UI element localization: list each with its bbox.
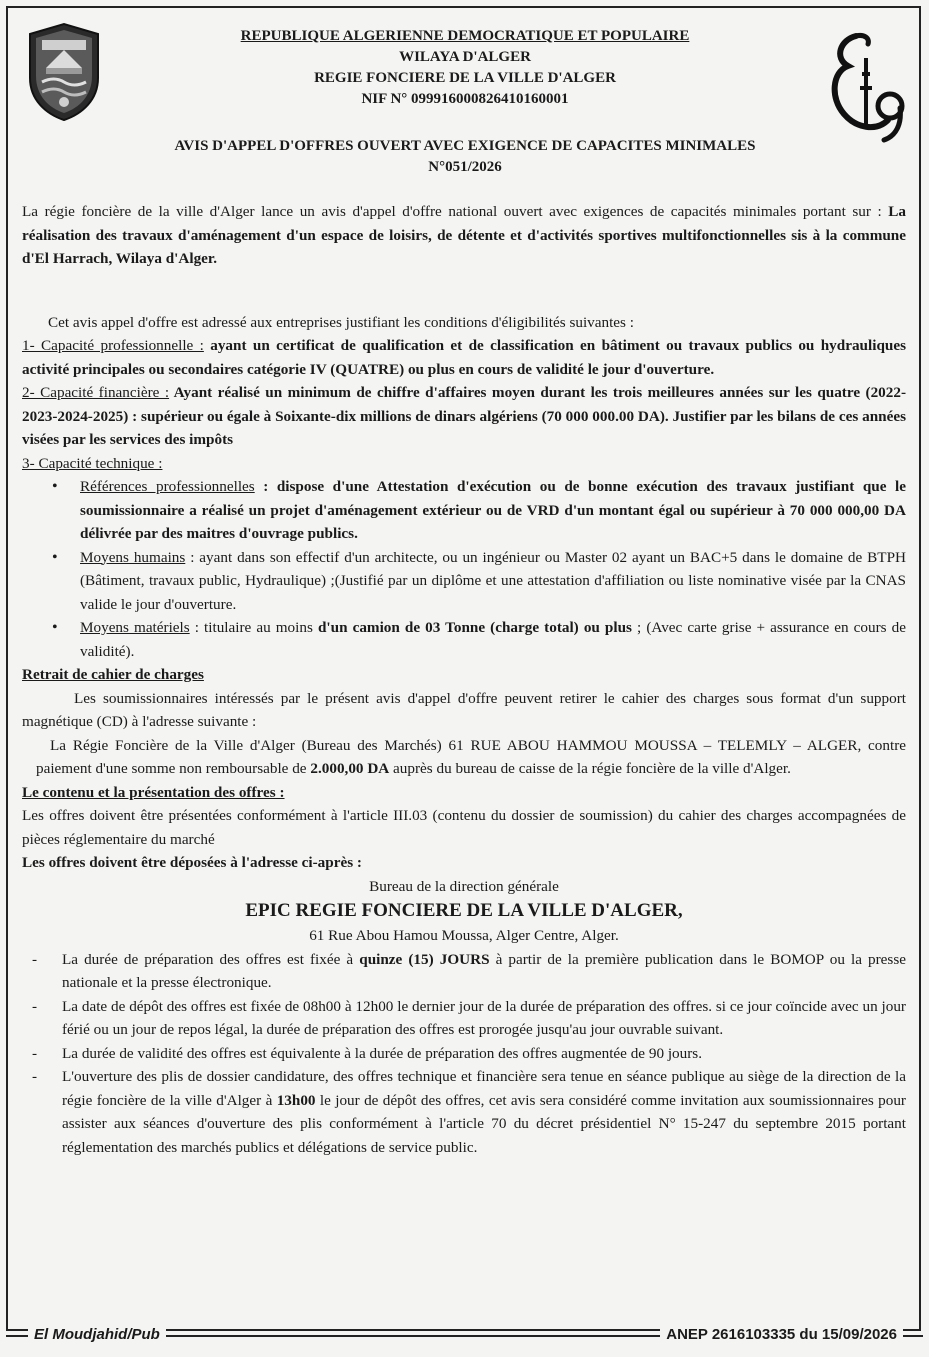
retrait-fee: 2.000,00 DA	[310, 760, 390, 777]
materiels-bold: d'un camion de 03 Tonne (charge total) ou plus	[317, 619, 632, 636]
capacity-professional-label: 1- Capacité professionnelle :	[22, 337, 204, 354]
intro-paragraph	[22, 200, 906, 271]
header-wilaya: WILAYA D'ALGER	[399, 49, 531, 65]
list-item	[80, 546, 906, 617]
retrait-address-text: La Régie Foncière de la Ville d'Alger (Bureau des Marchés) 61 RUE ABOU HAMMOU MOUSSA – TELEMLY – ALGER, contre paiement d'une somme non remboursable de	[36, 736, 906, 777]
notice-body	[22, 200, 906, 1159]
list-item	[62, 1065, 906, 1159]
depot-heading: Les offres doivent être déposées à l'adresse ci-après :	[22, 854, 362, 871]
materiels-text: : titulaire au moins	[189, 619, 318, 636]
footer	[6, 1322, 923, 1350]
duration-text-end: à partir de la première publication dans le BOMOP ou la presse nationale et la presse électronique.	[62, 950, 906, 991]
list-item: - La date de dépôt des offres est fixée de 08h00 à 12h00 le dernier jour de la durée de préparation des offres. si ce jour coïncide avec un jour férié ou un jour de repos légal, la durée de préparation des offres est prorogée jusqu'au jour ouvrable suivant.	[62, 995, 906, 1042]
list-item	[80, 616, 906, 663]
avis-title-line1: AVIS D'APPEL D'OFFRES OUVERT AVEC EXIGENCE DE CAPACITES MINIMALES	[174, 138, 756, 154]
capacity-technical	[22, 452, 906, 476]
header-regie: REGIE FONCIERE DE LA VILLE D'ALGER	[314, 70, 616, 86]
capacity-professional-text: ayant un certificat de qualification et de classification en bâtiment ou travaux publics ou hydrauliques activité principales ou secondaires catégorie IV (QUATRE) ou plus en cours de validité le jour d'ouverture.	[22, 337, 906, 378]
contenu-heading: Le contenu et la présentation des offres :	[22, 783, 285, 801]
capacity-financial-label: 2- Capacité financière :	[22, 384, 170, 401]
opening-text-end: le jour de dépôt des offres, cet avis sera considéré comme invitation aux soumissionnaires pour assister aux séances d'ouverture des plis conformément à l'article 70 du décret présidentiel N° 15-247 du septembre 2015 portant réglementation des marchés publics et délégations de service public.	[62, 1091, 906, 1156]
materiels-label: Moyens matériels	[80, 619, 190, 636]
humains-text: : ayant dans son effectif d'un architecte, ou un ingénieur ou Master 02 ayant un BAC+5 dans le domaine de BTPH (Bâtiment, travaux public, Hydraulique) ;(Justifié par un diplôme et une attestation d'affiliation ou liste nominative visée par la CNAS valide le jour d'ouverture.	[80, 548, 906, 613]
intro-text: La régie foncière de la ville d'Alger lance un avis d'appel d'offre national ouvert avec exigences de capacités minimales portant sur :	[22, 203, 889, 220]
intro-object: La réalisation des travaux d'aménagement d'un espace de loisirs, de détente et d'activités sportives multifonctionnelles sis à la commune d'El Harrach, Wilaya d'Alger.	[22, 203, 906, 267]
capacity-technical-label: 3- Capacité technique :	[22, 454, 163, 472]
capacity-financial-text: Ayant réalisé un minimum de chiffre d'affaires moyen durant les trois meilleures années sur les quatre (2022-2023-2024-2025) : supérieur ou égale à Soixante-dix millions de dinars algériens (70 000 000.00 DA). Justifier par les bilans de ces années visées par les services des impôts	[22, 384, 907, 448]
retrait-paragraph: Les soumissionnaires intéressés par le présent avis d'appel d'offre peuvent retirer le cahier des charges sous format d'un support magnétique (CD) à l'adresse suivante :	[22, 689, 906, 730]
wilaya-emblem-icon	[24, 20, 104, 124]
refs-label: Références professionnelles	[80, 478, 255, 495]
duration-text: La durée de préparation des offres est fixée à	[62, 950, 360, 968]
footer-anep: ANEP 2616103335 du 15/09/2026	[660, 1324, 903, 1346]
opening-text: L'ouverture des plis de dossier candidature, des offres technique et financière sera tenue en séance publique au siège de la direction de la régie foncière de la ville d'Alger à	[62, 1068, 906, 1109]
conditions-list	[22, 948, 906, 1160]
avis-title-number: N°051/2026	[428, 159, 502, 175]
capacity-financial	[22, 381, 906, 452]
footer-source: El Moudjahid/Pub	[28, 1324, 166, 1346]
materiels-text-end: ; (Avec carte grise + assurance en cours de validité).	[80, 619, 906, 660]
epic-name: EPIC REGIE FONCIERE DE LA VILLE D'ALGER,	[245, 900, 683, 921]
header-nif: NIF N° 099916000826410160001	[361, 91, 569, 107]
bureau-line: Bureau de la direction générale	[369, 877, 559, 895]
header	[150, 26, 780, 110]
duration-bold: quinze (15) JOURS	[359, 950, 490, 968]
epic-address: 61 Rue Abou Hamou Moussa, Alger Centre, Alger.	[309, 927, 619, 944]
list-item	[62, 948, 906, 995]
opening-time: 13h00	[276, 1091, 316, 1109]
technical-list	[22, 475, 906, 663]
retrait-heading: Retrait de cahier de charges	[22, 666, 204, 683]
header-republic: REPUBLIQUE ALGERIENNE DEMOCRATIQUE ET POPULAIRE	[240, 28, 690, 44]
regie-logo-icon	[826, 28, 910, 152]
refs-text: : dispose d'une Attestation d'exécution ou de bonne exécution des travaux justifiant que le soumissionnaire a réalisé un projet d'aménagement extérieur ou de VRD d'un montant égal ou supérieur à 70 000 000,00 DA délivrée par des maitres d'ouvrage publics.	[80, 478, 906, 542]
list-item	[80, 475, 906, 546]
retrait-address-end: auprès du bureau de caisse de la régie foncière de la ville d'Alger.	[389, 760, 791, 777]
capacity-professional	[22, 334, 906, 381]
avis-title	[90, 136, 840, 178]
list-item: - La durée de validité des offres est équivalente à la durée de préparation des offres augmentée de 90 jours.	[62, 1042, 906, 1066]
eligibility-lead: Cet avis appel d'offre est adressé aux entreprises justifiant les conditions d'éligibilités suivantes :	[48, 313, 634, 331]
contenu-paragraph: Les offres doivent être présentées conformément à l'article III.03 (contenu du dossier de soumission) du cahier des charges accompagnées de pièces réglementaire du marché	[22, 807, 906, 848]
retrait-address	[22, 734, 906, 781]
humains-label: Moyens humains	[80, 548, 186, 566]
